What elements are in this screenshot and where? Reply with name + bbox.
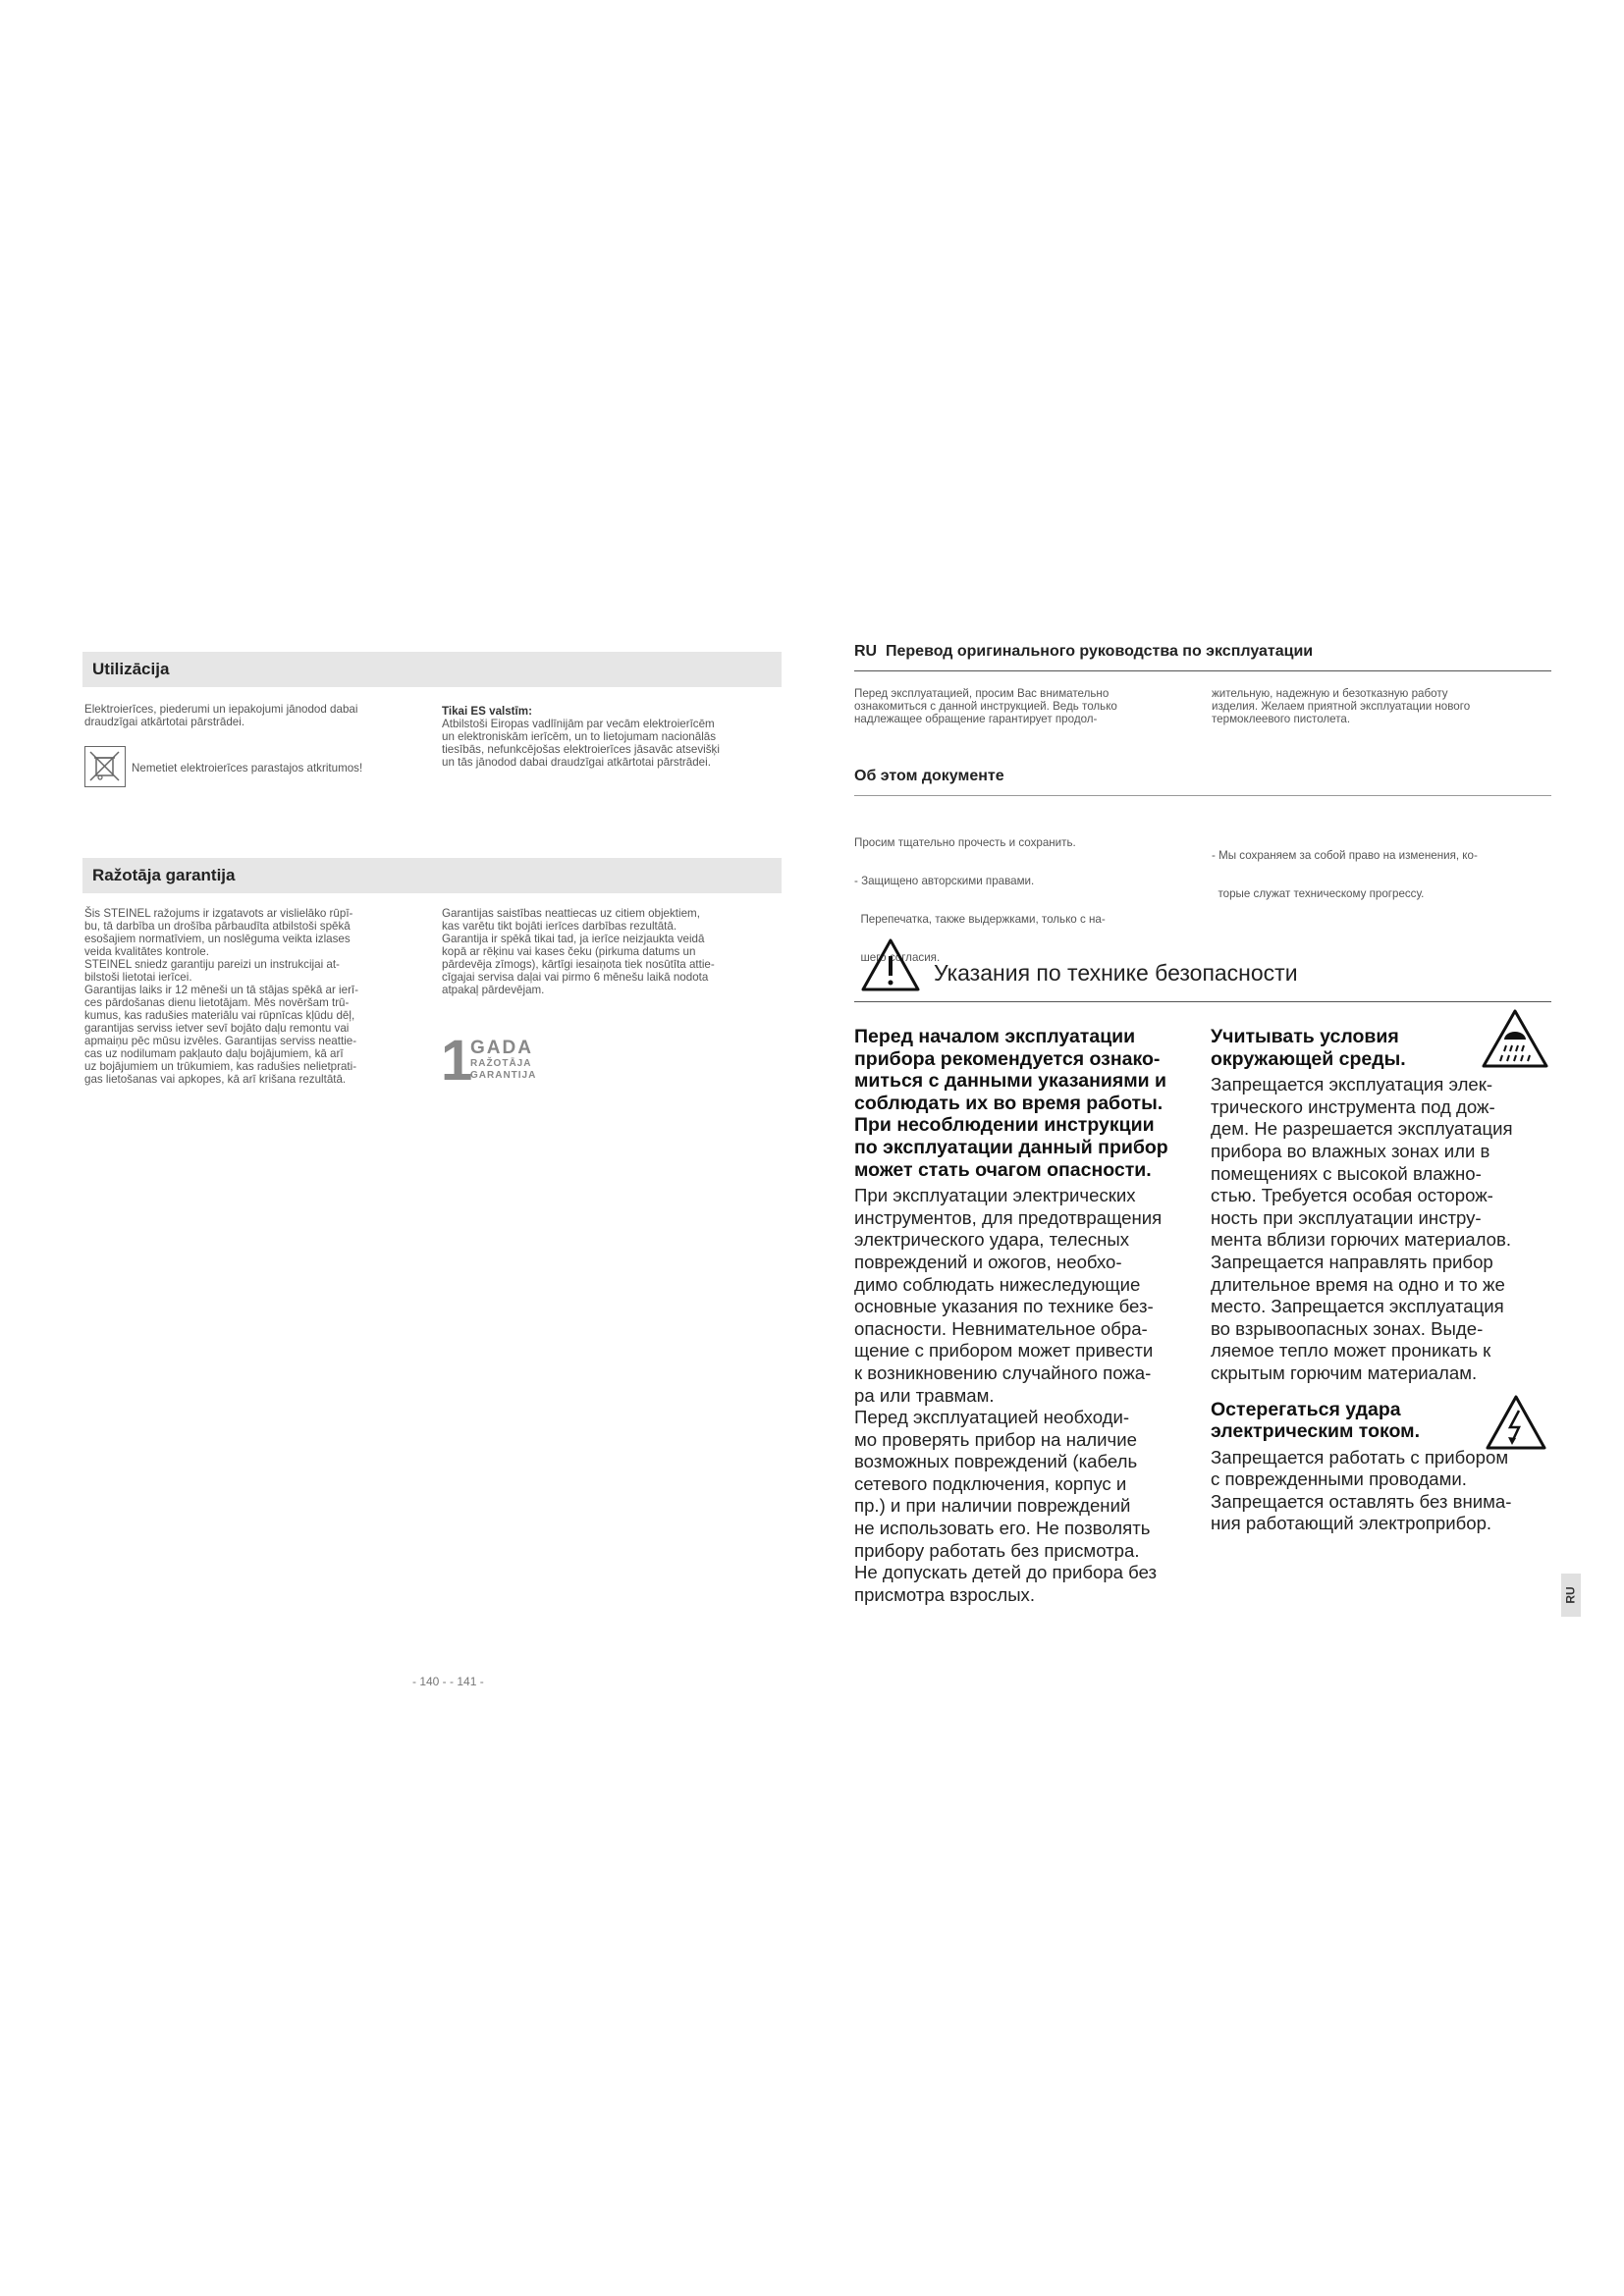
warning-triangle-icon bbox=[860, 937, 921, 992]
page-title bbox=[854, 643, 1313, 661]
text-line: помещениях с высокой влажно- bbox=[1211, 1162, 1482, 1184]
shock-heading bbox=[1211, 1399, 1476, 1443]
text-line: un tās jānodod dabai draudzīgai atkārtotai pārstrādei. bbox=[442, 756, 711, 769]
text-line: atpakaļ pārdevējam. bbox=[442, 984, 545, 996]
text-line: опасности. Невнимательное обра- bbox=[854, 1317, 1148, 1339]
text-line: Перед эксплуатацией необходи- bbox=[854, 1407, 1130, 1428]
env-body bbox=[1211, 1074, 1554, 1384]
safety-intro-body bbox=[854, 1185, 1208, 1606]
eu-heading: Tikai ES valstīm: bbox=[442, 705, 532, 718]
text-line: торые служат техническому прогрессу. bbox=[1212, 887, 1425, 900]
text-line: стью. Требуется особая осторож- bbox=[1211, 1185, 1493, 1206]
text-line: Atbilstoši Eiropas vadlīnijām par vecām elektroierīcēm bbox=[442, 718, 715, 730]
safety-right-column bbox=[1211, 1026, 1554, 1535]
text-line: Elektroierīces, piederumi un iepakojumi jānodod dabai bbox=[84, 703, 358, 716]
text-line: по эксплуатации данный прибор bbox=[854, 1136, 1168, 1158]
text-line: pārdevēja zīmogs), kārtīgi iesaiņota tiek nosūtīta attie- bbox=[442, 958, 715, 971]
text-line: STEINEL sniedz garantiju pareizi un instrukcijai at- bbox=[84, 958, 340, 971]
text-line: надлежащее обращение гарантирует продол- bbox=[854, 713, 1098, 725]
text-line: скрытым горючим материалам. bbox=[1211, 1362, 1478, 1383]
text-line: Šis STEINEL ražojums ir izgatavots ar vislielāko rūpī- bbox=[84, 907, 353, 920]
text-line: tiesībās, nefunkcējošas elektroierīces jāsavāc atsevišķi bbox=[442, 743, 720, 756]
text-line: пр.) и при наличии повреждений bbox=[854, 1495, 1131, 1517]
text-line: с поврежденными проводами. bbox=[1211, 1468, 1467, 1490]
text-line: un elektroniskām ierīcēm, un to lietojumam nacionālās bbox=[442, 730, 717, 743]
safety-intro-bold bbox=[854, 1026, 1208, 1181]
intro-col1 bbox=[854, 687, 1198, 725]
text-line: повреждений и ожогов, необхо- bbox=[854, 1251, 1122, 1272]
text-line: прибора рекомендуется ознако- bbox=[854, 1047, 1161, 1070]
text-line: инструментов, для предотвращения bbox=[854, 1206, 1163, 1228]
warranty-logo-line2: RAŽOTĀJA bbox=[470, 1058, 532, 1069]
warranty-text-col1 bbox=[84, 907, 428, 1086]
text-line: Остерегаться удара bbox=[1211, 1398, 1401, 1420]
text-line: Garantijas saistības neattiecas uz citiem objektiem, bbox=[442, 907, 700, 920]
text-line: окружающей среды. bbox=[1211, 1047, 1406, 1070]
lang-code: RU bbox=[854, 643, 878, 660]
text-line: дем. Не разрешается эксплуатация bbox=[1211, 1118, 1513, 1140]
text-line: Не допускать детей до прибора без bbox=[854, 1562, 1158, 1583]
text-line: Garantija ir spēkā tikai tad, ja ierīce neizjaukta veidā bbox=[442, 933, 705, 945]
text-line: жительную, надежную и безотказную работу bbox=[1212, 687, 1448, 700]
text-line: щение с прибором может привести bbox=[854, 1340, 1154, 1362]
text-line: bilstoši lietotai ierīcei. bbox=[84, 971, 192, 984]
text-line: мо проверять прибор на наличие bbox=[854, 1428, 1137, 1450]
title-text: Перевод оригинального руководства по эксплуатации bbox=[886, 643, 1314, 660]
text-line: При несоблюдении инструкции bbox=[854, 1114, 1155, 1137]
warranty-heading: Ražotāja garantija bbox=[92, 866, 236, 884]
text-line: Перед началом эксплуатации bbox=[854, 1026, 1136, 1047]
rain-warning-icon bbox=[1481, 1008, 1549, 1069]
safety-divider bbox=[854, 1001, 1551, 1002]
text-line: ces pārdošanas dienu lietotājam. Mēs novēršam trū- bbox=[84, 996, 350, 1009]
text-line: draudzīgai atkārtotai pārstrādei. bbox=[84, 716, 245, 728]
text-line: uz bojājumiem un trūkumiem, kas radušies nelietprati- bbox=[84, 1060, 357, 1073]
text-line: cas uz nodilumam pakļauto daļu bojājumiem, kā arī bbox=[84, 1047, 344, 1060]
text-line: Перед эксплуатацией, просим Вас внимательно bbox=[854, 687, 1110, 700]
electric-shock-warning-icon bbox=[1485, 1394, 1547, 1451]
intro-col2 bbox=[1212, 687, 1555, 725]
text-line: Перепечатка, также выдержками, только с на- bbox=[854, 913, 1106, 926]
doc-divider bbox=[854, 795, 1551, 796]
doc-col2 bbox=[1212, 824, 1555, 913]
section-header-utilization bbox=[82, 652, 782, 687]
section-header-warranty bbox=[82, 858, 782, 893]
text-line: - Защищено авторскими правами. bbox=[854, 875, 1035, 887]
env-heading bbox=[1211, 1026, 1476, 1070]
text-line: garantijas serviss ietver sevī bojāto daļu remontu vai bbox=[84, 1022, 350, 1035]
language-side-tab bbox=[1561, 1574, 1581, 1617]
text-line: миться с данными указаниями и bbox=[854, 1070, 1167, 1093]
text-line: bu, tā darbība un drošība pārbaudīta atbilstoši spēkā bbox=[84, 920, 351, 933]
text-line: Запрещается работать с прибором bbox=[1211, 1446, 1509, 1468]
text-line: шего согласия. bbox=[854, 951, 941, 964]
text-line: длительное время на одно и то же bbox=[1211, 1273, 1505, 1295]
text-line: может стать очагом опасности. bbox=[854, 1158, 1152, 1181]
text-line: ляемое тепло может проникать к bbox=[1211, 1340, 1491, 1362]
text-line: Garantijas laiks ir 12 mēneši un tā stājas spēkā ar ierī- bbox=[84, 984, 359, 996]
text-line: veida kvalitātes kontrole. bbox=[84, 945, 209, 958]
text-line: Просим тщательно прочесть и сохранить. bbox=[854, 836, 1076, 849]
text-line: esošajiem normatīviem, un noslēguma veikta izlases bbox=[84, 933, 351, 945]
doc-heading: Об этом документе bbox=[854, 768, 1004, 784]
text-line: kumus, kas radušies materiālu vai rūpnīcas kļūdu dēļ, bbox=[84, 1009, 355, 1022]
text-line: присмотра взрослых. bbox=[854, 1583, 1036, 1605]
side-tab-label: RU bbox=[1564, 1586, 1578, 1604]
text-line: kopā ar rēķinu vai kases čeku (pirkuma datums un bbox=[442, 945, 696, 958]
text-line: ознакомиться с данной инструкцией. Ведь только bbox=[854, 700, 1117, 713]
text-line: - Мы сохраняем за собой право на изменения, ко- bbox=[1212, 849, 1478, 862]
text-line: При эксплуатации электрических bbox=[854, 1185, 1136, 1206]
text-line: сетевого подключения, корпус и bbox=[854, 1472, 1127, 1494]
text-line: Учитывать условия bbox=[1211, 1026, 1399, 1047]
weee-note: Nemetiet elektroierīces parastajos atkritumos! bbox=[132, 762, 363, 774]
text-line: gas lietošanas vai apkopes, kā arī krišana rezultātā. bbox=[84, 1073, 347, 1086]
text-line: основные указания по технике без- bbox=[854, 1296, 1154, 1317]
text-line: электрического удара, телесных bbox=[854, 1229, 1130, 1251]
text-line: cīgajai servisa daļai vai pirmo 6 mēnešu laikā nodota bbox=[442, 971, 709, 984]
text-line: прибору работать без присмотра. bbox=[854, 1539, 1140, 1561]
warranty-logo-number: 1 bbox=[441, 1029, 473, 1093]
text-line: ния работающий электроприбор. bbox=[1211, 1513, 1492, 1534]
text-line: к возникновению случайного пожа- bbox=[854, 1362, 1152, 1383]
text-line: kas varētu tikt bojāti ierīces darbības rezultātā. bbox=[442, 920, 677, 933]
text-line: Запрещается эксплуатация элек- bbox=[1211, 1074, 1493, 1095]
text-line: димо соблюдать нижеследующие bbox=[854, 1273, 1141, 1295]
utilization-heading: Utilizācija bbox=[92, 660, 170, 678]
text-line: соблюдать их во время работы. bbox=[854, 1092, 1164, 1114]
text-line: мента вблизи горючих материалов. bbox=[1211, 1229, 1512, 1251]
warranty-logo bbox=[441, 1029, 537, 1093]
title-divider bbox=[854, 670, 1551, 671]
text-line: Запрещается оставлять без внима- bbox=[1211, 1490, 1512, 1512]
text-line: во взрывоопасных зонах. Выде- bbox=[1211, 1317, 1484, 1339]
safety-title: Указания по технике безопасности bbox=[934, 960, 1298, 986]
text-line: термоклеевого пистолета. bbox=[1212, 713, 1351, 725]
warranty-logo-line3: GARANTIJA bbox=[470, 1070, 537, 1081]
eu-only-text bbox=[442, 705, 785, 769]
text-line: место. Запрещается эксплуатация bbox=[1211, 1296, 1504, 1317]
text-line: электрическим током. bbox=[1211, 1420, 1421, 1443]
warranty-logo-word: GADA bbox=[470, 1038, 533, 1058]
safety-left-column bbox=[854, 1026, 1208, 1606]
text-line: возможных повреждений (кабель bbox=[854, 1451, 1138, 1472]
utilization-text bbox=[84, 703, 428, 728]
text-line: ность при эксплуатации инстру- bbox=[1211, 1206, 1482, 1228]
text-line: ра или травмам. bbox=[854, 1384, 995, 1406]
warranty-text-col2 bbox=[442, 907, 785, 996]
crossed-bin-icon bbox=[84, 746, 126, 787]
text-line: apmaiņu pēc mūsu izvēles. Garantijas serviss neattie- bbox=[84, 1035, 357, 1047]
text-line: изделия. Желаем приятной эксплуатации нового bbox=[1212, 700, 1471, 713]
text-line: Запрещается направлять прибор bbox=[1211, 1251, 1493, 1272]
text-line: прибора во влажных зонах или в bbox=[1211, 1140, 1490, 1161]
text-line: не использовать его. Не позволять bbox=[854, 1518, 1151, 1539]
page-numbers: - 140 - - 141 - bbox=[412, 1675, 484, 1688]
text-line: трического инструмента под дож- bbox=[1211, 1095, 1495, 1117]
shock-body bbox=[1211, 1447, 1554, 1535]
